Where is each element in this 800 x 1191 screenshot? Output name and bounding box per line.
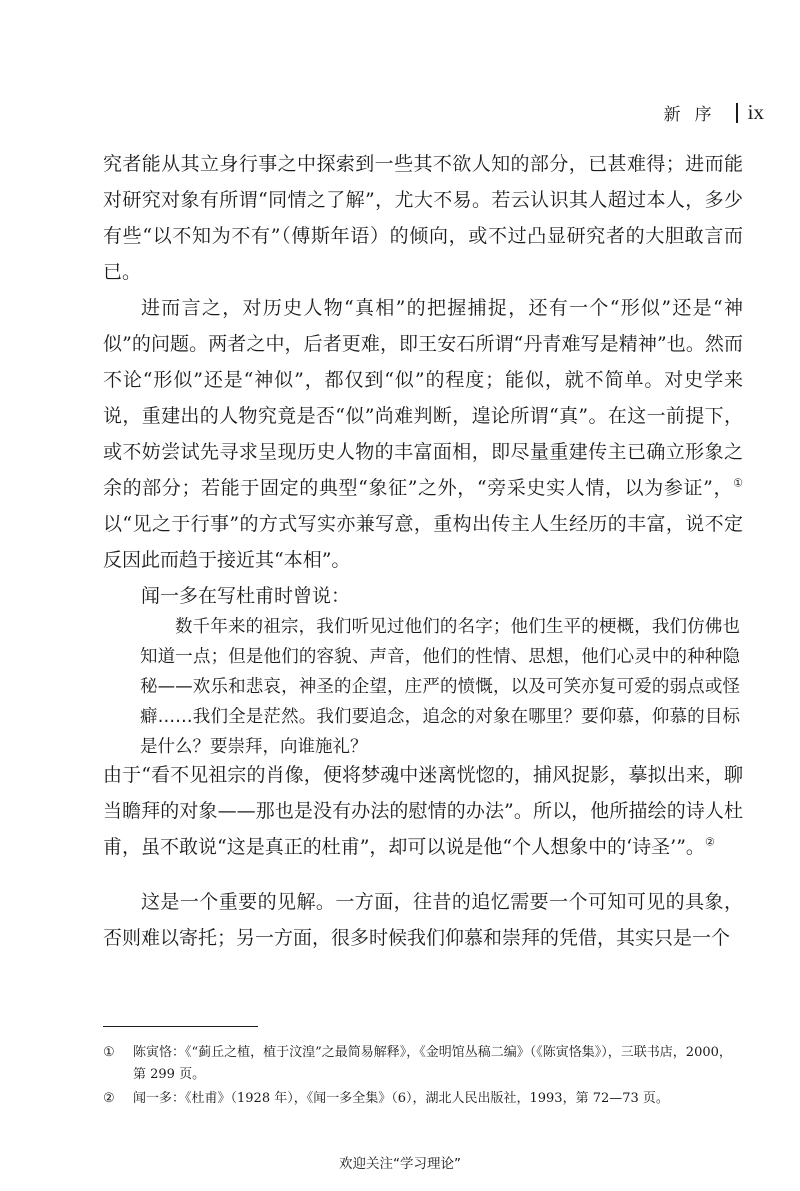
paragraph-2-part-2: 以“见之于行事”的方式写实亦兼写意，重构出传主人生经历的丰富，说不定反因此而趋于接近其“本相”。 xyxy=(103,513,743,571)
paragraph-1-text: 究者能从其立身行事之中探索到一些其不欲人知的部分，已甚难得；进而能对研究对象有所谓“同情之了解”，尤大不易。若云认识其人超过本人，多少有些“以不知为不有”（傅斯年语）的倾向，或不过凸显研究者的大胆敢言而已。 xyxy=(103,153,743,283)
footnote-2-mark: ② xyxy=(103,1091,115,1106)
paragraph-2-part-1: 进而言之，对历史人物“真相”的把握捕捉，还有一个“形似”还是“神似”的问题。两者之中，后者更难，即王安石所谓“丹青难写是精神”也。然而不论“形似”还是“神似”，都仅到“似”的程度；能似，就不简单。对史学来说，重建出的人物究竟是否“似”尚难判断，遑论所谓“真”。在这一前提下，或不妨尝试先寻求呈现历史人物的丰富面相，即尽量重建传主已确立形象之余的部分；若能于固定的典型“象征”之外，“旁采史实人情，以为参证”， xyxy=(103,297,743,499)
page-number: ix xyxy=(747,100,764,124)
footnote-separator xyxy=(103,1026,258,1027)
header-divider xyxy=(736,103,738,123)
page-footer: 欢迎关注“学习理论” xyxy=(339,1156,461,1172)
paragraph-3 xyxy=(103,578,743,614)
paragraph-3-text: 闻一多在写杜甫时曾说： xyxy=(141,585,351,607)
footnote-2-text: 闻一多：《杜甫》（1928 年），《闻一多全集》（6），湖北人民出版社，1993，第 72—73 页。 xyxy=(133,1091,669,1106)
paragraph-2-text xyxy=(103,290,743,578)
footnote-ref-2[interactable]: ② xyxy=(704,835,715,849)
block-quote-text: 数千年来的祖宗，我们听见过他们的名字；他们生平的梗概，我们仿佛也知道一点；但是他们的容貌、声音，他们的性情、思想，他们心灵中的种种隐秘——欢乐和悲哀，神圣的企望，庄严的愤慨，以及可笑亦复可爱的弱点或怪癖……我们全是茫然。我们要追念，追念的对象在哪里？要仰慕，仰慕的目标是什么？要崇拜，向谁施礼？ xyxy=(140,617,740,757)
footnote-2 xyxy=(103,1088,743,1110)
paragraph-5-text: 这是一个重要的见解。一方面，往昔的追忆需要一个可知可见的具象，否则难以寄托；另一方面，很多时候我们仰慕和崇拜的凭借，其实只是一个 xyxy=(103,891,743,949)
paragraph-5 xyxy=(103,884,743,956)
running-header xyxy=(664,100,764,125)
footnote-ref-1[interactable]: ① xyxy=(733,476,743,490)
section-title: 新序 xyxy=(663,105,726,125)
footnotes xyxy=(103,1042,743,1112)
footnote-1 xyxy=(103,1042,743,1086)
paragraph-4-main: 由于“看不见祖宗的肖像，便将梦魂中迷离恍惚的，捕风捉影，摹拟出来，聊当瞻拜的对象——那也是没有办法的慰情的办法”。所以，他所描绘的诗人杜甫，虽不敢说“这是真正的杜甫”，却可以说是他“个人想象中的‘诗圣’”。 xyxy=(103,764,743,858)
paragraph-4-text xyxy=(103,757,743,865)
footnote-1-text: 陈寅恪：《“蓟丘之植，植于汶湟”之最简易解释》，《金明馆丛稿二编》（《陈寅恪集》），三联书店，2000，第 299 页。 xyxy=(133,1045,732,1082)
paragraph-4 xyxy=(103,757,743,865)
block-quote xyxy=(140,612,740,762)
paragraph-1 xyxy=(103,146,743,290)
paragraph-2 xyxy=(103,290,743,578)
footnote-1-mark: ① xyxy=(103,1045,115,1060)
